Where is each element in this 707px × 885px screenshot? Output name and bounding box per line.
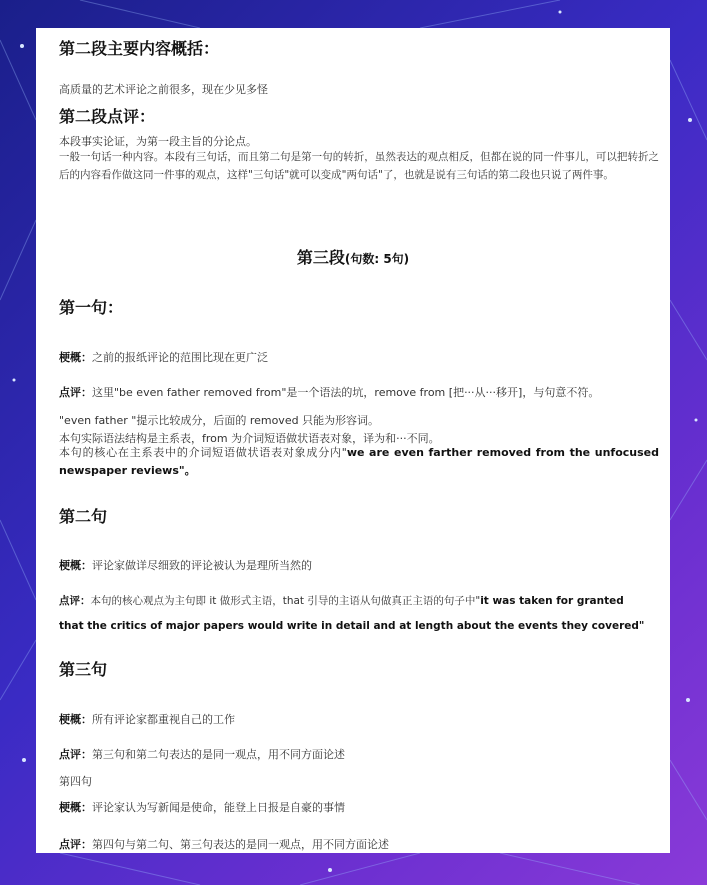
sentence1-gist [59,349,268,365]
gist-text: 评论家做详尽细致的评论被认为是理所当然的 [92,559,312,572]
gist-label: 梗概： [59,713,92,726]
comment-label: 点评： [59,838,92,851]
gist-label: 梗概： [59,559,92,572]
comment-label: 点评： [59,386,92,399]
section3-title-note: (句数: 5句) [344,252,410,266]
note3-bold: we are even farther removed from the unfocused newspaper reviews"。 [59,446,659,477]
section2-summary-text: 高质量的艺术评论之前很多，现在少见多怪 [59,83,268,96]
sentence3-gist [59,711,235,727]
section2-comment-paragraph: 一般一句话一种内容。本段有三句话，而且第二句是第一句的转折，虽然表达的观点相反，但都在说的同一件事儿，可以把转折之后的内容看作做这同一件事的观点，这样"三句话"就可以变成"两句话"了，也就是说有三句话的第二段也只说了两件事。 [59,151,659,181]
comment-label: 点评： [59,748,92,761]
comment-label: 点评： [59,595,91,607]
gist-label: 梗概： [59,351,92,364]
section3-title-main: 第三段 [296,248,345,267]
section3-title [36,245,670,268]
section2-comment-title: 第二段点评： [59,107,156,126]
comment-text: 这里"be even father removed from"是一个语法的坑，remove from [把···从···移开]，与句意不符。 [92,386,600,399]
sentence1-note3 [59,444,659,480]
sentence2-gist [59,557,312,573]
comment-text: 第四句与第二句、第三句表达的是同一观点，用不同方面论述 [92,838,389,851]
gist-text: 之前的报纸评论的范围比现在更广泛 [92,351,268,364]
document-page [36,28,670,853]
gist-text: 所有评论家都重视自己的工作 [92,713,235,726]
sentence4-heading: 第四句 [59,775,92,788]
note3-prefix: 本句的核心在主系表中的介词短语做状语表对象成分内" [59,446,347,459]
gist-text: 评论家认为写新闻是使命，能登上日报是自豪的事情 [92,801,345,814]
sentence1-heading: 第一句： [59,298,124,317]
sentence1-comment [59,384,599,400]
sentence2-comment-line1 [59,593,624,608]
comment-prefix: 本句的核心观点为主句即 it 做形式主语，that 引导的主语从句做真正主语的句子中" [90,595,481,607]
sentence2-comment-line2: that the critics of major papers would write in detail and at length about the events they covered" [59,620,645,632]
sentence3-heading: 第三句 [59,660,108,679]
comment-bold1: it was taken for granted [480,595,624,607]
sentence1-note1: "even father "提示比较成分，后面的 removed 只能为形容词。 [59,414,380,427]
comment-text: 第三句和第二句表达的是同一观点，用不同方面论述 [92,748,345,761]
sentence4-gist [59,799,345,815]
section2-comment-line1: 本段事实论证，为第一段主旨的分论点。 [59,135,257,148]
gist-label: 梗概： [59,801,92,814]
sentence2-heading: 第二句 [59,507,108,526]
section2-summary-title: 第二段主要内容概括： [59,39,220,58]
sentence4-comment [59,836,389,852]
sentence1-note2: 本句实际语法结构是主系表，from 为介词短语做状语表对象，译为和···不同。 [59,432,440,445]
sentence3-comment [59,746,345,762]
